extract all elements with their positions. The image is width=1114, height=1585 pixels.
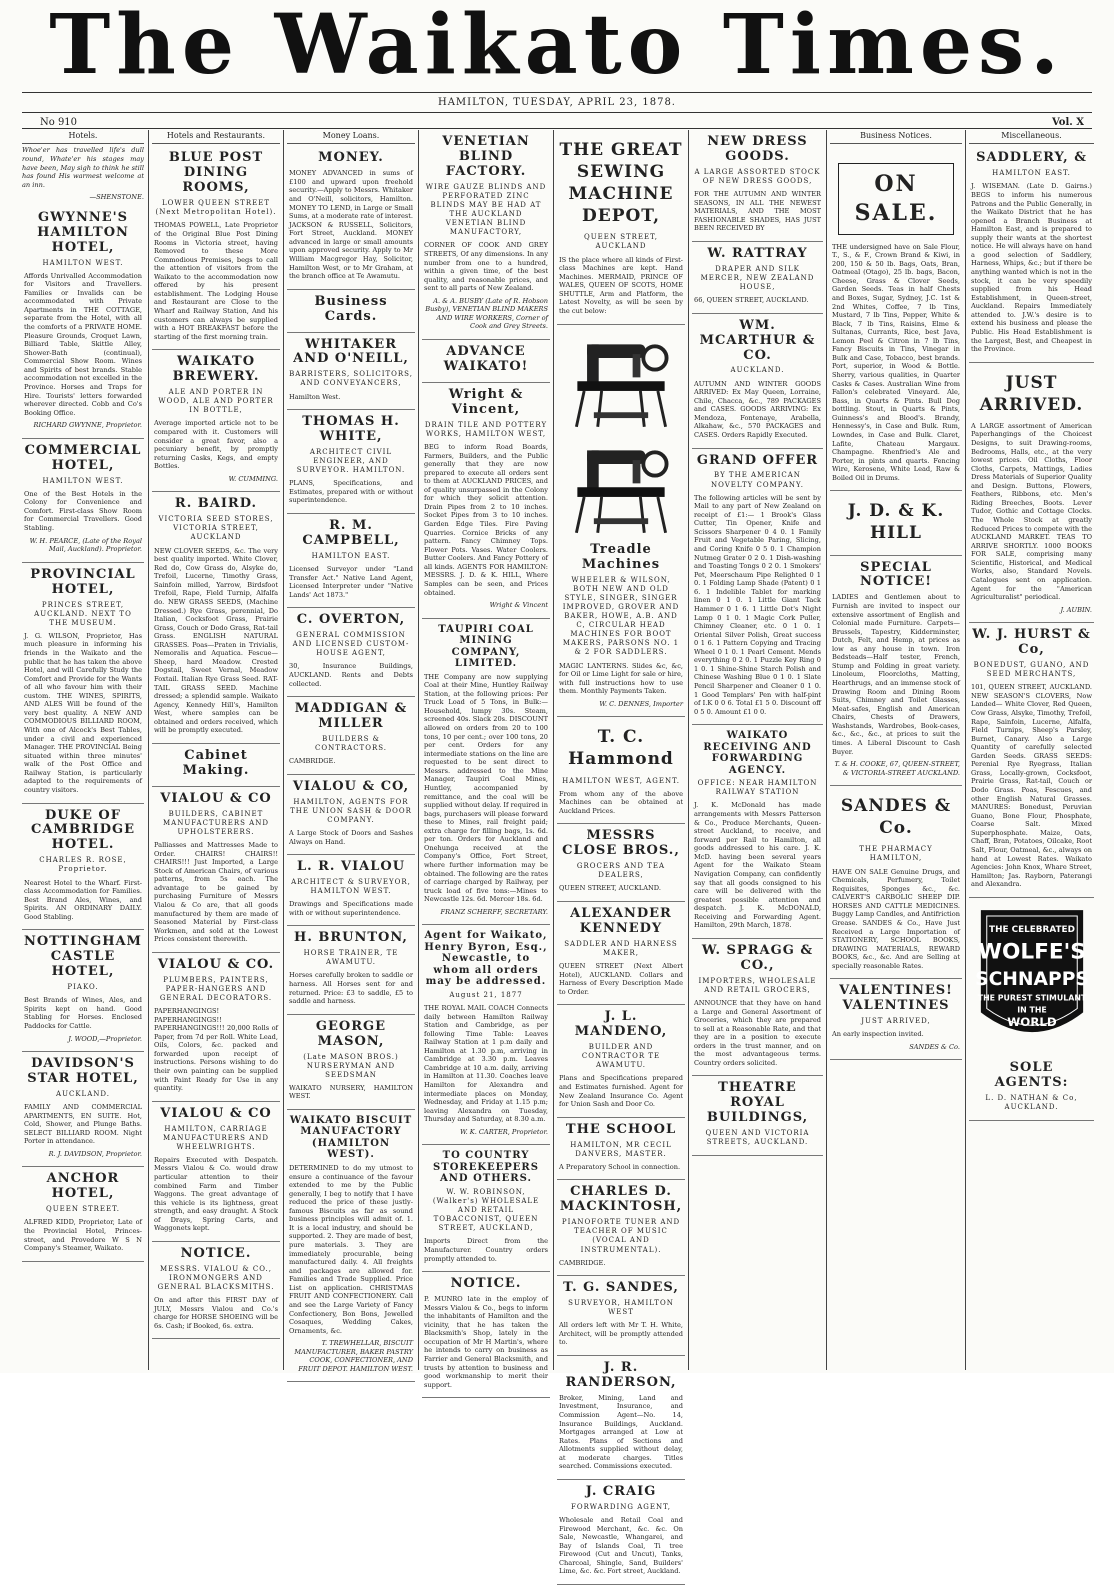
ad-subtitle: ARCHITECT & SURVEYOR, HAMILTON WEST. bbox=[291, 878, 411, 896]
badge-line-1: THE CELEBRATED bbox=[988, 924, 1075, 935]
ad-subtitle: SADDLER AND HARNESS MAKER, bbox=[564, 939, 678, 957]
advertisement bbox=[287, 855, 415, 926]
ad-signature: J. AUBIN. bbox=[1060, 605, 1092, 614]
advertisement bbox=[830, 786, 962, 979]
badge-line-5: WORLD bbox=[1006, 1014, 1057, 1029]
ad-subtitle: AUCKLAND. bbox=[730, 366, 785, 375]
advertisement bbox=[422, 340, 550, 383]
advertisement bbox=[830, 146, 962, 491]
ad-body: Broker, Mining, Land and Investment, Insurance, and Commission Agent—No. 14, Insurance Buildings, Auckland. Mortgages arranged at Low at Rates. Plans of Sections and Allotments supplied without delay, at moderate charges. Titles searched. Commissions executed. bbox=[559, 1393, 683, 1471]
ad-list bbox=[969, 146, 1094, 1120]
ad-subtitle: HAMILTON, AGENTS FOR THE UNION SASH & DOOR COMPANY. bbox=[290, 797, 412, 824]
advertisement bbox=[692, 1076, 823, 1156]
column-rule bbox=[418, 130, 419, 1370]
ad-subtitle: (Late MASON BROS.) NURSERYMAN AND SEEDSMAN bbox=[303, 1052, 399, 1079]
ad-subtitle: OFFICE: NEAR HAMILTON RAILWAY STATION bbox=[697, 779, 818, 797]
ad-title: TO COUNTRY STOREKEEPERS AND OTHERS. bbox=[433, 1150, 539, 1185]
column-rule bbox=[965, 130, 966, 1370]
ad-body: MAGIC LANTERNS. Slides &c, &c, for Oil or Lime Light for sale or hire, with full instructions how to use them. Monthly Payments Taken. bbox=[559, 661, 683, 696]
ad-body: Affords Unrivalled Accommodation for Visitors and Travellers. Families or Invalids can be accommodated with Private Apartments in THE COTTAGE, separate from the Hotel, with all the comforts of a PRIVATE HOME. Pleasure Grounds, Croquet Lawn, Billiard Table, Skittle Alley, Shower-Bath (continual), Commercial Show Room. Wines and Spirits of best brands. Stable accommodation not excelled in the Province. Horses and Traps for Hire. Tourists' letters forwarded wherever directed. Cobb and Co's Booking Office. bbox=[24, 271, 142, 417]
ad-body: QUEEN STREET, AUCKLAND. bbox=[559, 884, 661, 893]
ad-title: W. SPRAGG & CO., bbox=[701, 942, 814, 973]
column-sewing-machines bbox=[557, 130, 685, 1576]
column-rule bbox=[553, 130, 554, 1370]
advertisement bbox=[152, 744, 280, 787]
ad-title: Agent for Waikato, Henry Byron, Esq., Newcastle, to whom all orders may be addressed. bbox=[424, 930, 548, 988]
ad-signature: W. CUMMING. bbox=[228, 474, 278, 483]
ad-title: MONEY. bbox=[318, 150, 384, 166]
ad-body: WAIKATO NURSERY, HAMILTON WEST. bbox=[289, 1083, 413, 1101]
advertisement bbox=[22, 930, 144, 1052]
ad-title: CHARLES D. MACKINTOSH, bbox=[559, 1184, 683, 1215]
advertisement bbox=[969, 1056, 1094, 1121]
ad-title: J. CRAIG bbox=[585, 1483, 657, 1499]
advertisement bbox=[422, 925, 550, 1145]
advertisement bbox=[287, 1015, 415, 1110]
advertisement bbox=[287, 926, 415, 1014]
ad-body: CAMBRIDGE. bbox=[559, 1258, 606, 1267]
ad-body: One of the Best Hotels in the Colony for Convenience and Comfort. First-class Show Room for Commercial Travellers. Good Stabling. bbox=[24, 489, 142, 533]
section-heading: Miscellaneous. bbox=[969, 130, 1094, 144]
ad-body: PAPERHANGINGS! PAPERHANGINGS!! PAPERHANGINGS!!! 20,000 Rolls of Paper, from 7d per Roll. White Lead, Oils, Colors, &c. packed and forwarded upon receipt of instructions. Persons wishing to do their own painting can be supplied with Paint Ready for Use in any quantity. bbox=[154, 1007, 278, 1093]
ad-body: FOR THE AUTUMN AND WINTER SEASONS, IN ALL THE NEWEST MATERIALS, AND THE MOST FASHIONABLE SHADES, HAS JUST BEEN RECEIVED BY bbox=[694, 190, 821, 233]
column-four bbox=[422, 130, 550, 1389]
ad-title: DAVIDSON'S STAR HOTEL, bbox=[27, 1056, 139, 1087]
ad-title: VIALOU & CO bbox=[160, 1105, 272, 1121]
ad-body: Imports Direct from the Manufacturer. Country orders promptly attended to. bbox=[424, 1237, 548, 1263]
ad-title: NOTTINGHAM CASTLE HOTEL, bbox=[24, 934, 142, 980]
advertisement bbox=[22, 439, 144, 563]
advertisement bbox=[830, 979, 962, 1060]
advertisement bbox=[422, 130, 550, 340]
ad-title: T. C. Hammond bbox=[568, 727, 674, 770]
ad-subtitle: AUCKLAND. bbox=[56, 1089, 110, 1098]
ad-body: 101, QUEEN STREET, AUCKLAND. NEW SEASON'S CLOVERS, Now Landed— White Clover, Red Queen, Cow Grass, Alsyke, Timothy, Trefoil, Rape, Sainfoin, Lucerne, Alfalfa, Field Turnips, Sheep's Parsley, Burnet, Canary. Also a Large Quantity of carefully selected Garden Seeds. GRASS SEEDS: Perenial Rye Ryegrass, Italian Grass, Locally-grown, Cocksfoot, Prairie Grass, Rat-tail, Couch or Dodo Grass. Poas, Fescues, and other English Natural Grasses. MANURES: Bonedust, Peruvian Guano, Bone Flour, Phosphate, Coarse Salt. Mixed Superphosphate. Maize, Oats, Chaff, Bran, Potatoes, Oilcake, Root Salt, Flour, Oatmeal, &c., always on hand at Lowest Rates. Waikato Agencies: John Knox, Whare Street, Hamilton; Jas. Rayborn, Paterangi and Alexandra. bbox=[971, 683, 1092, 889]
column-rule bbox=[283, 130, 284, 1370]
ad-subtitle: WIRE GAUZE BLINDS AND PERFORATED ZINC BLINDS MAY BE HAD AT THE AUCKLAND VENETIAN BLIND MANUFACTORY, bbox=[425, 182, 547, 237]
ad-subtitle: CHARLES R. ROSE, Proprietor. bbox=[39, 856, 127, 874]
ad-signature: A. & A. BUSBY (Late of R. Hobson Busby), VENETIAN BLIND MAKERS AND WIRE WORKERS, Corner of Cook and Grey Streets. bbox=[425, 296, 548, 331]
ad-signature: T. TREWHELLAR, BISCUIT MANUFACTURER, BAKER PASTRY COOK, CONFECTIONER, AND FRUIT DEPOT. HAMILTON WEST. bbox=[294, 1339, 413, 1373]
ad-list bbox=[557, 130, 685, 1585]
ad-title: VIALOU & CO. bbox=[157, 956, 275, 972]
ad-title: C. OVERTON, bbox=[296, 612, 406, 628]
section-heading: Business Notices. bbox=[830, 130, 962, 144]
advertisement bbox=[287, 1110, 415, 1383]
advertisement bbox=[969, 363, 1094, 624]
ad-title: WAIKATO RECEIVING AND FORWARDING AGENCY. bbox=[703, 730, 812, 776]
ad-subtitle: HAMILTON WEST, AGENT. bbox=[562, 776, 680, 785]
ad-subtitle: HAMILTON, CARRIAGE MANUFACTURERS AND WHEELWRIGHTS. bbox=[163, 1124, 269, 1151]
ad-body: MONEY ADVANCED in sums of £100 and upward upon freehold security.—Apply to Messrs. Whitaker and O'Neill, solicitors, Hamilton. MONEY TO LEND, in Large or Small Sums, at a moderate rate of interest. JACKSON & RUSSELL, Solicitors, Fort Street, Auckland. MONEY advanced in large or small amounts upon approved security. Apply to Mr William Macgregor Hay, Solicitor, Hamilton West, or to Mr Graham, at the branch office at Te Awamutu. bbox=[289, 169, 413, 281]
advertisement bbox=[969, 146, 1094, 362]
advertisement bbox=[692, 130, 823, 242]
ad-title: SPECIAL NOTICE! bbox=[860, 559, 932, 590]
ad-title: W. RATTRAY bbox=[707, 245, 808, 261]
ad-body: THE ROYAL MAIL COACH Connects daily between Hamilton Railway Station and Cambridge, as per following Time Table: Leaves Railway Station at 1 p.m daily and Hamilton at 1.30 p.m, arriving in Cambridge at 3.30 p.m. Leaves Cambridge at 10 a.m. daily, arriving in Hamilton at 11.30. Coaches leave Hamilton for Alexandra and intermediate places on Monday, Wednesday, and Friday at 1.15 p.m; leaving Alexandra on Tuesday, Thursday and Saturday, at 8.30 a.m. bbox=[424, 1003, 548, 1124]
ad-body: QUEEN STREET (Next Albert Hotel), AUCKLAND. Collars and Harness of Every Description Made to Order. bbox=[559, 962, 683, 996]
advertisement bbox=[557, 1480, 685, 1585]
column-rule bbox=[826, 130, 827, 1370]
ad-title: ADVANCE WAIKATO! bbox=[443, 344, 529, 374]
ad-subtitle: QUEEN AND VICTORIA STREETS, AUCKLAND. bbox=[705, 1129, 810, 1147]
ad-subtitle: GENERAL COMMISSION AND LICENSED CUSTOM-HOUSE AGENT, bbox=[292, 631, 410, 658]
ad-signature: RICHARD GWYNNE, Proprietor. bbox=[33, 421, 142, 430]
ad-subtitle: PRINCES STREET, AUCKLAND. NEXT TO THE MUSEUM. bbox=[34, 600, 132, 627]
ad-subtitle: MESSRS. VIALOU & CO., IRONMONGERS AND GENERAL BLACKSMITHS. bbox=[157, 1264, 275, 1292]
advertisement bbox=[152, 146, 280, 350]
column-rule bbox=[148, 130, 149, 1370]
ad-subtitle: LOWER QUEEN STREET (Next Metropolitan Hotel). bbox=[155, 199, 277, 217]
advertisement bbox=[287, 775, 415, 855]
ad-subtitle: BUILDER AND CONTRACTOR TE AWAMUTU. bbox=[581, 1043, 661, 1070]
ad-title: JUST ARRIVED. bbox=[979, 372, 1084, 415]
advertisement bbox=[830, 556, 962, 787]
column-hotels bbox=[22, 130, 144, 1370]
columns-top-rule bbox=[22, 128, 1092, 129]
ad-body: 30, Insurance Buildings, AUCKLAND. Rents and Debts collected. bbox=[289, 662, 413, 688]
ad-subtitle: DRAIN TILE AND POTTERY WORKS, HAMILTON WEST, bbox=[424, 420, 548, 438]
ad-subtitle: BY THE AMERICAN NOVELTY COMPANY. bbox=[711, 471, 804, 489]
ad-title: J. L. MANDENO, bbox=[574, 1009, 668, 1040]
ad-title: MESSRS CLOSE BROS., bbox=[562, 828, 680, 859]
ad-title: SANDES & Co. bbox=[840, 796, 952, 839]
ad-subtitle: QUEEN STREET, AUCKLAND bbox=[583, 233, 659, 251]
ad-body: P. MUNRO late in the employ of Messrs Vialou & Co., begs to inform the inhabitants of Hamilton and the vicinity, that he has taken the Blacksmith's Shop, lately in the occupation of Mr H Martin's, where he intends to carry on business as Farrier and General Blacksmith, and trusts by attention to business and good workmanship to merit their support. bbox=[424, 1295, 548, 1389]
advertisement bbox=[422, 383, 550, 619]
advertisement bbox=[969, 623, 1094, 898]
ad-signature: W. H. PEARCE, (Late of the Royal Mail, Auckland). Proprietor. bbox=[29, 536, 142, 554]
ad-body: CAMBRIDGE. bbox=[289, 757, 336, 766]
advertisement bbox=[692, 939, 823, 1077]
ad-body: From whom any of the above Machines can be obtained at Auckland Prices. bbox=[559, 789, 683, 815]
ad-body: Average imported article not to be compared with it. Customers will consider a great favor, also a pecuniary benefit, by promptly returning Casks, Kegs, and empty Bottles. bbox=[154, 419, 278, 471]
ad-title: J. R. RANDERSON, bbox=[565, 1359, 677, 1390]
ad-title: WHITAKER AND O'NEILL, bbox=[293, 336, 409, 367]
advertisement bbox=[287, 608, 415, 697]
advertisement bbox=[557, 130, 685, 325]
badge-product: SCHNAPPS bbox=[974, 968, 1089, 990]
advertisement bbox=[22, 563, 144, 804]
ad-subtitle: PLUMBERS, PAINTERS, PAPER-HANGERS AND GENERAL DECORATORS. bbox=[159, 975, 273, 1002]
ad-title: ALEXANDER KENNEDY bbox=[570, 905, 672, 936]
ad-title: PROVINCIAL HOTEL, bbox=[30, 566, 136, 597]
ad-signature: T. & H. COOKE, 67, QUEEN-STREET, & VICTORIA-STREET AUCKLAND. bbox=[834, 760, 960, 777]
ad-body: THE undersigned have on Sale Flour, T., S., & F., Crown Brand & Kiwi, in 200, 150 & 50 lb. Bags, Oats, Bran, Oatmeal (Otago), 25 lb. bags, Bacon, Cheese, Grass & Clover Seeds, Garden Seeds. Teas in half Chests and Boxes, Sugar, Sydney, J.C. 1st & 2nd Whites, Coffee, 7 lb Tins, Mustard, 7 lb Tins, Pepper, White & Black, 7 lb Tins, Raisins, Elme & Sultanas, Currants, Rice, best Java, Lemon Peel & Citron in 7 lb Tins, Fancy Biscuits in Tins, Vinegar in Bulk and Case, Tobacco, best brands. Port, superior, in Wood & Bottle. Sherry, various qualities, in Quarter Casks & Cases. Australian Wine from Fallon's celebrated Vineyard. Ale, Bass, in Quarts & Pints. Bull Dog bottling. Stout, in Quarts & Pints, Guinness's and Blood's. Brandy, Hennessy's, in Case and Bulk. Rum, Lowndes, in Case and Bulk. Claret, Lafite, Chateau Margaux. Champagne. Rhenfried's Ale and Porter, in pints and quarts. Fencing Wire, Kerosene, White Lead, Raw & Boiled Oil in Drums. bbox=[832, 242, 960, 482]
ad-body: A LARGE assortment of American Paperhangings of the Choicest Designs, to suit Drawing-rooms, Bedrooms, Halls, etc., at the very lowest prices. Oil Cloths, Floor Cloths, Carpets, Mattings, Ladies Dress Materials of Superior Quality and Design. Buttons, Flowers, Feathers, Ribbons, etc. Men's Riding Breeches, Boots. Lever Tudor, Gothic and Cottage Clocks. The Whole Stock at greatly Reduced Prices to compete with the AUCKLAND MARKET. TEAS TO ARRIVE SHORTLY. 1000 BOOKS FOR SALE, comprising many Scientific, Historical, and Medical Works, also, Standard Novels. Catalogues sent on application. Agent for the "American Agriculturalist" periodical. bbox=[971, 421, 1092, 602]
advertisement bbox=[152, 787, 280, 953]
ad-body: AUTUMN AND WINTER GOODS ARRIVED: Ex May Queen, Lorraine, Chile, Chacca, &c., 789 PACKAGES and CASES. GOODS ARRIVING: Ex Mendoza, Fontenaye, Arabella, Alkahaw, &c., 570 PACKAGES and CASES. Orders Rapidly Executed. bbox=[694, 379, 821, 439]
advertisement bbox=[422, 1145, 550, 1272]
advertisement bbox=[287, 290, 415, 333]
ad-title: ANCHOR HOTEL, bbox=[46, 1171, 120, 1202]
ad-subtitle: HAMILTON WEST. bbox=[42, 258, 124, 267]
ad-body: LADIES and Gentlemen about to Furnish are invited to inspect our extensive assortment of English and Colonial made Furniture. Carpets—Brussels, Tapestry, Kidderminster, Dutch, Felt, and Hemp, at prices as low as any house in town. Iron Bedsteads—Half tester, French, Stump and Folding in great variety. Linoleum, Floorcloths, Matting, Hearthrugs, and an immense stock of Drawing Room and Dining Room Suits, Chimney and Toilet Glasses, Meat-safes, English and American Chairs, Chests of Drawers, Washstands, Wardrobes, Book-cases, &c., &c., &c., at prices to suit the times. A Liberal Discount to Cash Buyer. bbox=[832, 593, 960, 756]
ad-subtitle: HAMILTON EAST. bbox=[311, 551, 391, 560]
ad-signature: J. WOOD,—Proprietor. bbox=[68, 1034, 142, 1043]
ad-body: On and after this FIRST DAY of JULY, Messrs Vialou and Co.'s charge for HORSE SHOEING will be 6s. Cash; if Booked, 6s. extra. bbox=[154, 1296, 278, 1330]
ad-subtitle: VICTORIA SEED STORES, VICTORIA STREET, AUCKLAND bbox=[158, 515, 274, 542]
masthead-rule bbox=[22, 92, 1092, 93]
ad-body: IS the place where all kinds of First-class Machines are kept. Hand Machines. MERMAID, PRINCE OF WALES, QUEEN OF SCOTS, HOME SHUTTLE, Arm and Platform, the Latest Novelty, as will be seen by the cut below: bbox=[559, 255, 683, 315]
ad-body: Wholesale and Retail Coal and Firewood Merchant, &c. &c. On Sale, Newcastle, Whangarei, and Bay of Islands Coal, Ti tree Firewood (Cut and Uncut), Tanks, Charcoal, Shingle, Sand, Builders' Lime, &c. &c. Fort street, Auckland. bbox=[559, 1515, 683, 1576]
ad-body: PLANS, Specifications, and Estimates, prepared with or without superintendence. bbox=[289, 479, 413, 505]
ad-subtitle: GROCERS AND TEA DEALERS, bbox=[576, 862, 666, 880]
section-heading: Hotels. bbox=[22, 130, 144, 144]
ad-subtitle: SURVEYOR, HAMILTON WEST bbox=[568, 1299, 674, 1317]
advertisement bbox=[22, 1052, 144, 1167]
ad-title: Wright & Vincent, bbox=[448, 386, 524, 417]
advertisement bbox=[287, 514, 415, 608]
advertisement bbox=[692, 449, 823, 726]
wolfes-schnapps-badge bbox=[973, 904, 1091, 1052]
ad-signature: FRANZ SCHERFF, SECRETARY. bbox=[440, 907, 548, 916]
ad-body: Drawings and Specifications made with or without superintendence. bbox=[289, 900, 413, 917]
advertisement bbox=[22, 1167, 144, 1261]
advertisement bbox=[557, 538, 685, 718]
ad-title: ON SALE. bbox=[838, 163, 954, 234]
ad-title: VALENTINES! VALENTINES bbox=[839, 983, 953, 1014]
sewing-machine-illustration bbox=[557, 431, 685, 538]
ad-title: THOMAS H. WHITE, bbox=[302, 414, 400, 445]
poem: Whoe'er has travelled life's dull round, Whate'er his stages may have been, May sigh to think he still has found His warmest welcome at an inn. bbox=[22, 146, 144, 189]
ad-signature: SANDES & Co. bbox=[909, 1042, 960, 1051]
ad-body: Hamilton West. bbox=[289, 392, 341, 401]
ad-subtitle: HORSE TRAINER, TE AWAMUTU. bbox=[303, 949, 399, 967]
advertisement bbox=[287, 146, 415, 289]
ad-title: GRAND OFFER bbox=[696, 452, 819, 468]
ad-body: ANNOUNCE that they have on hand a Large and General Assortment of Groceries, which they are prepared to sell at a Reasonable Rate, and that they are in a position to execute orders in the trust manner, and on the most advantageous terms. Country orders solicited. bbox=[694, 998, 821, 1067]
ad-subtitle: August 21, 1877 bbox=[449, 990, 523, 999]
column-miscellaneous bbox=[969, 130, 1094, 1370]
badge-line-3: THE PUREST STIMULANT bbox=[977, 993, 1086, 1003]
advertisement bbox=[557, 902, 685, 1005]
column-business-notices bbox=[830, 130, 962, 1370]
ad-body: Palliasses and Mattresses Made to Order. CHAIRS! CHAIRS!! CHAIRS!!! Just Imported, a Large Stock of American Chairs, of various patterns, from 5s each. The advantage to be gained by purchasing Furniture of Messrs Vialou & Co are, that all goods manufactured by them are made of Seasoned Material by First-class Workmen, and sold at the Lowest Prices consistent therewith. bbox=[154, 841, 278, 944]
ad-signature: R. J. DAVIDSON, Proprietor. bbox=[48, 1149, 142, 1158]
ad-body: FAMILY AND COMMERCIAL APARTMENTS, EN SUITE. Hot, Cold, Shower, and Plunge Baths. SELECT BILLIARD ROOM. Night Porter in attendance. bbox=[24, 1103, 142, 1146]
ad-body: NEW CLOVER SEEDS, &c. The very best quality imported. White Clover, Red do, Cow Grass do, Alsyke do, Trefoil, Lucerne, Timothy Grass, Sainfoin milled, Yarrow, Birdsfoot Trefoil, Rape, Field Turnip, Alfalfa do. NEW GRASS SEEDS, (Machine Dressed.) Rye Grass, perennial, Do Italian, Cocksfoot Grass, Prairie Grass, Couch or Dodo Grass, Rat-tail Grass. ENGLISH NATURAL GRASSES. Poas—Praten in Trivialis, Nemoralis and Aquatica. Fescue—Sheep, hard Meadow. Crested Dogstail, Sweet Vernal, Meadow Foxtail. Italian Rye Grass Seed. RAT-TAIL GRASS SEED. Machine dressed; a splendid sample. Waikato Agency, Kennedy Hill's, Hamilton West, where samples can be obtained and orders received, which will be promptly executed. bbox=[154, 546, 278, 735]
ad-title: VENETIAN BLIND FACTORY. bbox=[442, 134, 530, 179]
ad-subtitle: PIAKO. bbox=[67, 983, 99, 992]
advertisement bbox=[692, 242, 823, 314]
ad-body: DETERMINED to do my utmost to ensure a continuance of the favour extended to me by the Public generally, I beg to notify that I have reduced the price of these justly-famous Biscuits as far as sound business principles will admit of. 1. It is a local industry, and should be supported. 2. They are made of best, pure materials. 3. They are immediately procurable, being manufactured daily. 4. All freights and packages are allowed for. Families and Trade Supplied. Price List on application. CHRISTMAS FRUIT AND CONFECTIONERY. Call and see the Large Variety of Fancy Confectionery, Bon Bons, Jewelled Cosaques, Wedding Cakes, Ornaments, &c. bbox=[289, 1163, 413, 1335]
column-money-loans bbox=[287, 130, 415, 1373]
badge-brand: WOLFE'S bbox=[977, 939, 1086, 965]
ad-body: Repairs Executed with Despatch. Messrs Vialou & Co. would draw particular attention to their combined Farm and Timber Waggons. The great advantage of this vehicle is its lightness, great strength, and easy draught. A Stock of Drays, Spring Carts, and Waggonets kept. bbox=[154, 1155, 278, 1233]
advertisement bbox=[422, 1272, 550, 1398]
advertisement bbox=[422, 619, 550, 926]
ad-title: NOTICE. bbox=[180, 1245, 252, 1261]
ad-body: All orders left with Mr T. H. White, Architect, will be promptly attended to. bbox=[559, 1321, 683, 1347]
ad-title: Cabinet Making. bbox=[182, 747, 250, 778]
ad-subtitle: BUILDERS, CABINET MANUFACTURERS AND UPHOLSTERERS. bbox=[163, 809, 269, 836]
ad-title: WM. MCARTHUR & CO. bbox=[699, 317, 816, 363]
ad-body: Best Brands of Wines, Ales, and Spirits kept on hand. Good Stabling for Horses. Enclosed Paddocks for Cattle. bbox=[24, 996, 142, 1030]
advertisement bbox=[152, 1102, 280, 1242]
ad-body: Horses carefully broken to saddle or harness. All Horses sent for and returned. Price: £3 to saddle, £5 to saddle and harness. bbox=[289, 971, 413, 1006]
ad-title: WAIKATO BISCUIT MANUFACTORY (HAMILTON WEST). bbox=[289, 1114, 413, 1161]
issue-number: No 910 bbox=[40, 117, 78, 128]
ad-list bbox=[830, 146, 962, 1060]
ad-title: W. J. HURST & Co, bbox=[972, 627, 1091, 658]
ad-subtitle: QUEEN STREET. bbox=[45, 1205, 121, 1214]
ad-signature: W. C. DENNES, Importer bbox=[599, 699, 683, 708]
ad-title: WAIKATO BREWERY. bbox=[172, 354, 260, 385]
ad-signature: Wright & Vincent bbox=[489, 601, 548, 610]
ad-subtitle: BUILDERS & CONTRACTORS. bbox=[314, 734, 388, 753]
dateline: HAMILTON, TUESDAY, APRIL 23, 1878. bbox=[437, 97, 676, 108]
ad-body: J. G. WILSON, Proprietor, Has much pleasure in informing his friends in the Waikato and the public that he has taken the above Hotel, and will Carefully Study the Comfort and Provide for the Wants of all who favour him with their custom. THE WINES, SPIRITS, AND ALES Will be found of the very best quality. A NEW AND COMMODIOUS BILLIARD ROOM, With one of Alcock's Best Tables, under a civil and experienced Manager. THE PROVINCIAL Being situated within three minutes' walk of the Post Office and Railway Station, is particularly adapted to the requirements of country visitors. bbox=[24, 631, 142, 794]
ad-body: 66, QUEEN STREET, AUCKLAND. bbox=[694, 296, 809, 305]
ad-body: J. WISEMAN. (Late D. Gairns.) BEGS to inform his numerous Patrons and the Public Generally, in the Waikato District that he has opened a Branch Business at Hamilton East, and is prepared to supply their wants at the shortest notice. He will always have on hand a good selection of Saddlery, Harness, Whips, &c.; but if there be anything wanted which is not in the stock, it can be very speedily supplied from his Head Establishment, in Queen-street, Auckland. Repairs Immediately attended to. J.W.'s desire is to extend his business and please the Public. His Head Establishment is the Largest, Best, and Cheapest in the Province. bbox=[971, 182, 1092, 354]
ad-title: BLUE POST DINING ROOMS, bbox=[168, 150, 264, 196]
ad-subtitle: FORWARDING AGENT, bbox=[571, 1502, 671, 1511]
ad-title: NEW DRESS GOODS. bbox=[707, 134, 808, 164]
ad-title: J. D. & K. HILL bbox=[847, 501, 945, 544]
badge-line-4: IN THE bbox=[1016, 1005, 1047, 1015]
advertisement bbox=[22, 804, 144, 931]
ad-list bbox=[287, 146, 415, 1382]
ad-title: DUKE OF CAMBRIDGE HOTEL. bbox=[31, 807, 135, 853]
ad-body: Plans and Specifications prepared and Estimates furnished. Agent for New Zealand Insurance Co. Agent for Union Sash and Door Co. bbox=[559, 1074, 683, 1109]
ad-subtitle: PIANOFORTE TUNER AND TEACHER OF MUSIC (VOCAL AND INSTRUMENTAL). bbox=[561, 1218, 681, 1254]
ad-body: An early inspection invited. bbox=[832, 1030, 924, 1039]
advertisement bbox=[557, 1005, 685, 1117]
advertisement bbox=[692, 314, 823, 449]
volume-number: Vol. X bbox=[1051, 117, 1084, 128]
column-dress-goods bbox=[692, 130, 823, 1370]
ad-title: R. BAIRD. bbox=[174, 496, 258, 512]
advertisement bbox=[557, 1276, 685, 1356]
ad-title: THE GREAT SEWING MACHINE DEPOT, bbox=[559, 140, 683, 227]
ad-title: TAUPIRI COAL MINING COMPANY, LIMITED. bbox=[438, 623, 534, 670]
ad-body: HAVE ON SALE Genuine Drugs, and Chemicals, Perfumery, Toilet Requisites, Sponges &c., &c. CALVERT'S CARBOLIC SHEEP DIP. HORSES AND CATTLE MEDICINES. Buggy Lamp Candles, and Antifriction Grease. SANDES & Co., Have Just Received a Large Importation of STATIONERY, SCHOOL BOOKS, DRAWING MATERIALS, REWARD BOOKS, &c., &c. And are Selling at specially reasonable Rates. bbox=[832, 867, 960, 970]
advertisement bbox=[287, 333, 415, 411]
ad-subtitle: IMPORTERS, WHOLESALE AND RETAIL GROCERS, bbox=[698, 976, 817, 994]
ad-subtitle: HAMILTON, MR CECIL DANVERS, MASTER. bbox=[570, 1140, 672, 1158]
column-restaurants bbox=[152, 130, 280, 1370]
ad-body: Nearest Hotel to the Wharf. First-class Accommodation for Families. Best Brand Ales, Wines, and Spirits. AN ORDINARY DAILY. Good Stabling. bbox=[24, 878, 142, 921]
ad-title: THE SCHOOL bbox=[565, 1121, 677, 1137]
ad-subtitle: W. W. ROBINSON, (Walker's) WHOLESALE AND RETAIL TOBACCONIST, QUEEN STREET, AUCKLAND, bbox=[432, 1187, 540, 1233]
advertisement bbox=[557, 717, 685, 824]
ad-title: SADDLERY, & bbox=[976, 150, 1087, 166]
ad-title: GEORGE MASON, bbox=[315, 1018, 387, 1049]
advertisement bbox=[557, 1180, 685, 1276]
advertisement bbox=[22, 206, 144, 439]
ad-subtitle: WHEELER & WILSON, BOTH NEW AND OLD STYLE, SINGER, SINGER IMPROVED, GROVER AND BAKER, HOWE, A.B. AND C, CIRCULAR HEAD MACHINES FOR BOOT MAKERS, PARSONS NO. 1 & 2 FOR SADDLERS. bbox=[562, 575, 680, 657]
ad-title: THEATRE ROYAL BUILDINGS, bbox=[706, 1080, 809, 1126]
ad-subtitle: HAMILTON WEST. bbox=[42, 476, 124, 485]
ad-subtitle: BONEDUST, GUANO, AND SEED MERCHANTS, bbox=[973, 661, 1090, 679]
advertisement bbox=[557, 1118, 685, 1181]
ad-list bbox=[152, 146, 280, 1339]
ad-subtitle: L. D. NATHAN & Co, AUCKLAND. bbox=[985, 1093, 1078, 1111]
ad-body: CORNER OF COOK AND GREY STREETS, Of any dimensions. In any number from one to a hundred, within a given time, of the best quality, and reasonable prices, and sent to all parts of New Zealand. bbox=[424, 241, 548, 293]
ad-title: H. BRUNTON, bbox=[294, 930, 408, 946]
ad-title: SOLE AGENTS: bbox=[994, 1059, 1069, 1090]
ad-title: COMMERCIAL HOTEL, bbox=[24, 442, 142, 473]
ad-title: T. G. SANDES, bbox=[563, 1280, 679, 1296]
ad-body: THE Company are now supplying Coal at their Mine, Huntley Railway Station, at the following prices: Per Truck Load of 5 Tons, in Bulk:— Household, lumpy 30s. Steam, screened 40s. Slack 20s. DISCOUNT allowed on orders from 20 to 100 tons, 10 per cent.; over 100 tons, 20 per cent. Orders for any intermediate stations on the line are requested to be sent direct to Messrs. addressed to the Mine Manager, Taupiri Coal Mines, Huntley, accompanied by remittance, and the coal will be supplied without delay. If required in bags, purchasers will please forward these to Mines, rail freight paid; extra charge for filling bags, 1s. 6d. per ton. Orders for Auckland and Onehunga received at the Company's Office, Fort Street, where further information may be obtained. The following are the rates of carriage charged by Railway, per truck load of five tons:—Mines to Newcastle 12s. 6d. Mercer 18s. 6d. bbox=[424, 672, 548, 904]
advertisement bbox=[287, 697, 415, 775]
ad-list bbox=[22, 206, 144, 1262]
advertisement bbox=[692, 725, 823, 939]
ad-title: L. R. VIALOU bbox=[296, 859, 406, 875]
ad-subtitle: HAMILTON EAST. bbox=[992, 169, 1071, 178]
advertisement bbox=[830, 491, 962, 555]
masthead-title: The Waikato Times. bbox=[49, 0, 1065, 93]
ad-body: A Preparatory School in connection. bbox=[559, 1162, 681, 1171]
ad-body: BEG to inform Road Boards, Farmers, Builders, and the Public generally that they are now prepared to execute all orders sent to them at AUCKLAND PRICES, and of quality unsurpassed in the Colony for which they solicit attention. Drain Pipes from 2 to 10 inches. Socket Pipes from 3 to 10 inches. Garden Edge Tiles. Fire Paving Quarries. Cornice Bricks of any pattern. Fancy Chimney Tops. Flower Pots. Vases. Water Coolers. Butter Coolers. And Fancy Pottery of all kinds. AGENTS FOR HAMILTON: MESSRS. J. D. & K. HILL, Where Samples can be seen, and Prices obtained. bbox=[424, 442, 548, 597]
ad-title: VIALOU & CO, bbox=[292, 778, 410, 794]
ad-title: Treadle Machines bbox=[581, 541, 661, 572]
ad-subtitle: THE PHARMACY HAMILTON, bbox=[859, 845, 933, 863]
advertisement bbox=[152, 492, 280, 744]
section-heading: Hotels and Restaurants. bbox=[152, 130, 280, 144]
column-rule bbox=[688, 130, 689, 1370]
advertisement bbox=[557, 1356, 685, 1480]
ad-title: VIALOU & CO bbox=[160, 790, 272, 806]
ad-body: The following articles will be sent by Mail to any part of New Zealand on receipt of £1:— 1 Brook's Glass Cutter, Tin Opener, Knife and Scissors Sharpener 0 4 0. 1 Family Fruit and Vegetable Paring, Slicing, and Coring Knife 0 5 0. 1 Champion Nutmeg Grater 0 2 0. 1 Dish-washing and Toasting Tongs 0 2 0. 1 Smokers' Pet, Meerschaum Pipe Relighted 0 1 0. 1 Folding Lamp Shade (Patent) 0 1 6. 1 Indelible Tablet for marking linen 0 1 0. 1 Little Giant Tack Hammer 0 1 6. 1 Little Dot's Night Lamp 0 1 0. 1 Magic Cork Puller, Chimney Cleaner, etc. 0 1 0. 1 Oriental Silver Polish, Great success 0 1 6. 1 Pattern Copying and Tracing Wheel 0 1 0. 1 Pearl Cement. Mends everything 0 2 0. 1 Puzzle Key Ring 0 1 0. 1 Shine-Shine Starch Polish and Chinese Washing Blue 0 1 0. 1 Slate Pencil Sharpener and Cleaner 0 1 0. 1 Good Templars' Pen with half-pint of I.K 0 0 6. Total £1 5 0. Discount off 0 5 0. Amount £1 0 0. bbox=[694, 493, 821, 716]
ad-body: THOMAS POWELL, Late Proprietor of the Original Blue Post Dining Rooms in Victoria street, having Removed to these More Commodious Premises, begs to call the attention of visitors from the Waikato to the accommodation now offered by his present establishment. The Lodging House and Restaurant are Close to the Wharf and Railway Station, And his customers can always be supplied with a HOT BREAKFAST before the starting of the first morning train. bbox=[154, 221, 278, 341]
advertisement bbox=[287, 410, 415, 514]
advertisement bbox=[152, 953, 280, 1102]
section-heading: Money Loans. bbox=[287, 130, 415, 144]
ad-subtitle: ARCHITECT CIVIL ENGINEER, AND SURVEYOR. HAMILTON. bbox=[296, 448, 406, 475]
dateline-rule bbox=[22, 112, 1092, 113]
ad-title: GWYNNE'S HAMILTON HOTEL, bbox=[37, 209, 129, 255]
sewing-machine-illustration bbox=[557, 325, 685, 432]
ad-body: Licensed Surveyor under "Land Transfer Act." Native Land Agent, Licensed Interpreter under "Native Lands' Act 1873." bbox=[289, 564, 413, 599]
ad-subtitle: JUST ARRIVED, bbox=[861, 1017, 931, 1026]
ad-title: Business Cards. bbox=[314, 293, 388, 324]
ad-title: R. M. CAMPBELL, bbox=[302, 517, 400, 548]
poem-author: —SHENSTONE. bbox=[89, 193, 144, 202]
ad-subtitle: A LARGE ASSORTED STOCK OF NEW DRESS GOODS, bbox=[694, 167, 821, 185]
ad-signature: W. K. CARTER, Proprietor. bbox=[459, 1127, 548, 1136]
ad-title: NOTICE. bbox=[450, 1276, 522, 1292]
advertisement bbox=[152, 1242, 280, 1339]
ad-list bbox=[422, 130, 550, 1398]
ad-subtitle: DRAPER AND SILK MERCER, NEW ZEALAND HOUSE, bbox=[700, 264, 815, 291]
ad-subtitle: BARRISTERS, SOLICITORS, AND CONVEYANCERS, bbox=[289, 370, 413, 388]
ad-subtitle: ALE AND PORTER IN WOOD, ALE AND PORTER IN BOTTLE, bbox=[158, 388, 274, 415]
advertisement bbox=[557, 824, 685, 902]
ad-title: MADDIGAN & MILLER bbox=[294, 701, 408, 732]
ad-body: ALFRED KIDD, Proprietor, Late of the Provincial Hotel, Princes-street, and Provedore W S N Company's Steamer, Waikato. bbox=[24, 1218, 142, 1253]
ad-body: A Large Stock of Doors and Sashes Always on Hand. bbox=[289, 828, 413, 846]
ad-list bbox=[692, 130, 823, 1156]
advertisement bbox=[152, 350, 280, 492]
ad-body: J. K. McDonald has made arrangements with Messrs Patterson & Co., Produce Merchants, Queen-street Auckland, to receive, and forward per Rail to Hamilton, all goods addressed to his care. J. K. McD. having been several years Agent for the Waikato Steam Navigation Company, can confidently say that all goods consigned to his care will be delivered with the greatest possible attention and despatch. J. K. McDONALD, Receiving and Forwarding Agent. Hamilton, 29th March, 1878. bbox=[694, 801, 821, 930]
